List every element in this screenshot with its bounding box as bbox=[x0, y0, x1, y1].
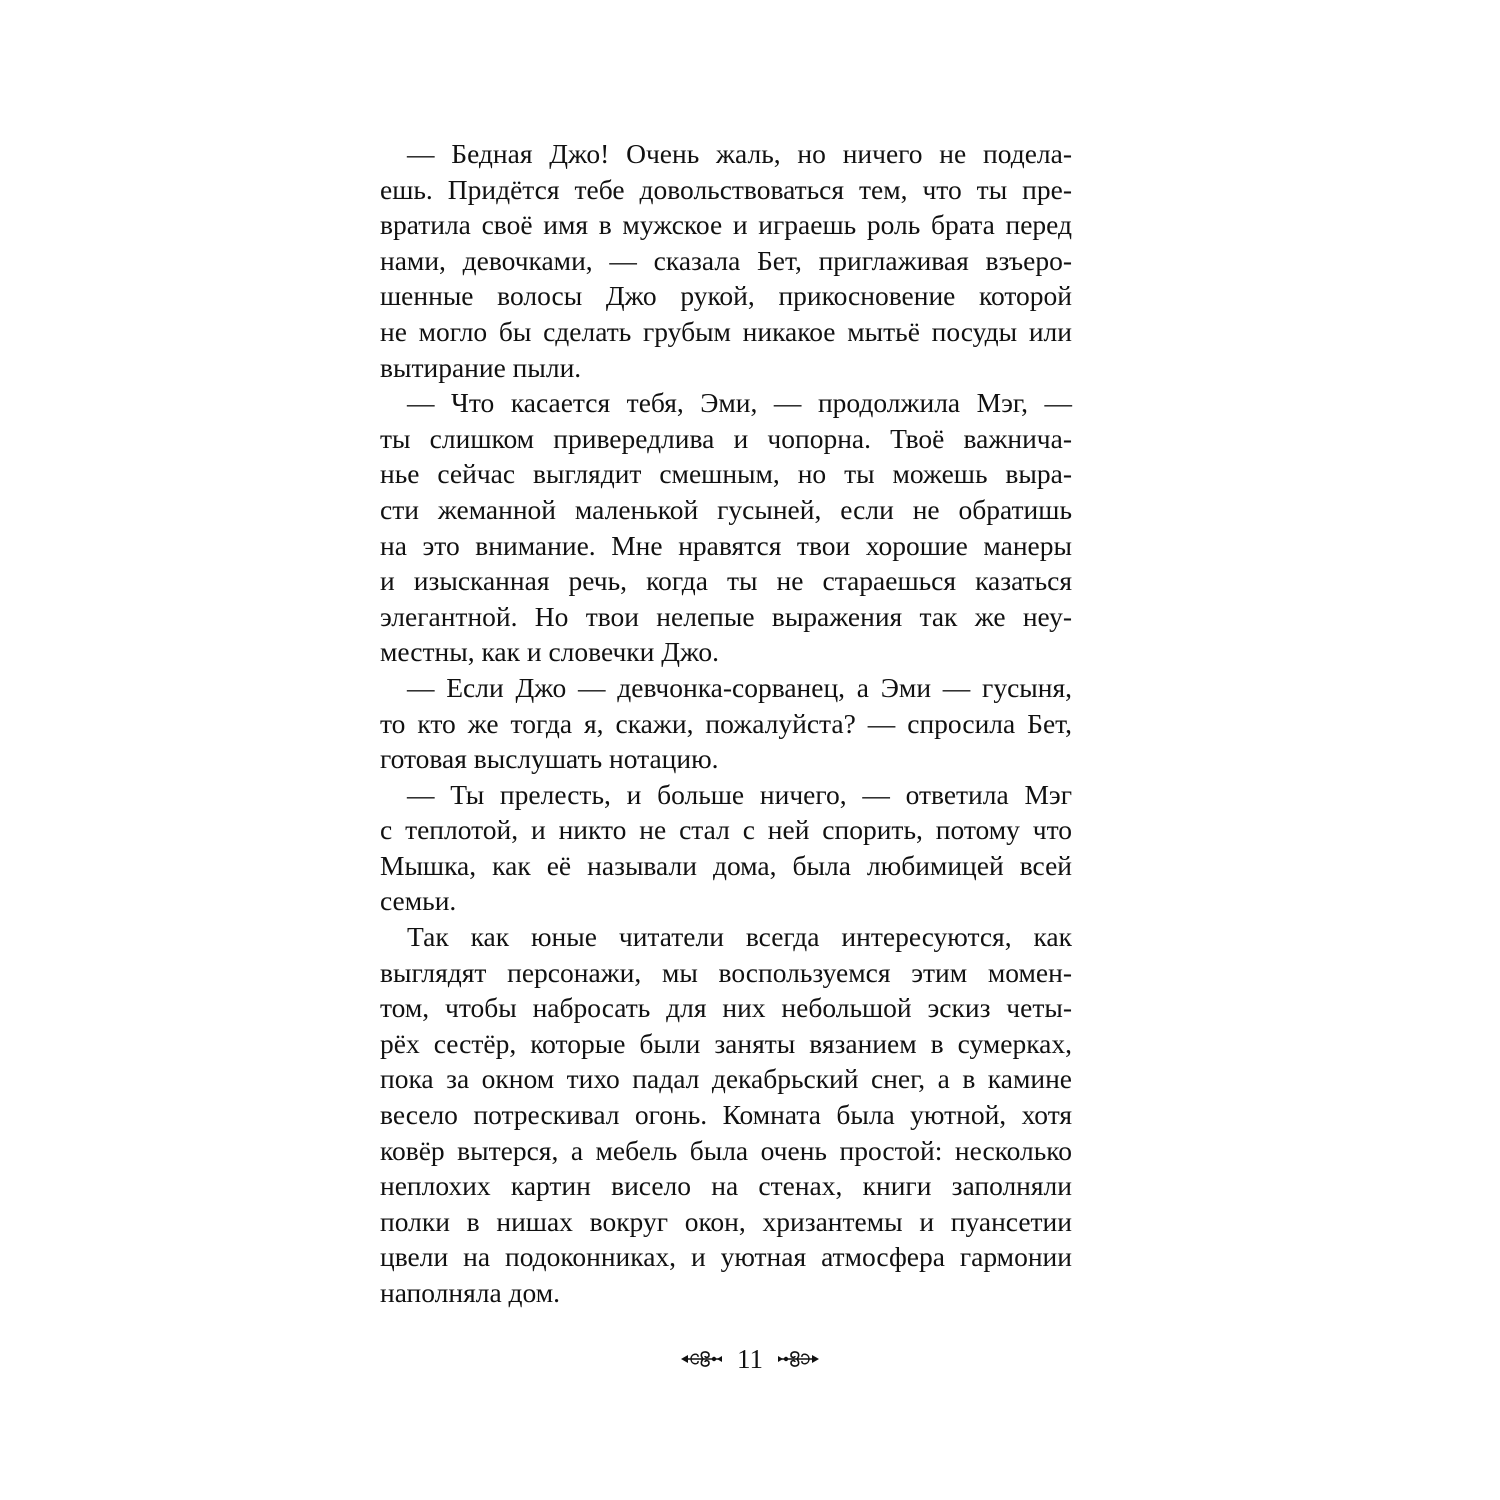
text-line: Мышка, как её называли дома, была любимицей всей bbox=[380, 849, 1072, 881]
text-line: нье сейчас выглядит смешным, но ты можешь выра- bbox=[380, 458, 1072, 490]
text-line: — Бедная Джо! Очень жаль, но ничего не подела- bbox=[407, 138, 1072, 169]
text-line: с теплотой, и никто не стал с ней спорить, потому что bbox=[380, 814, 1072, 846]
text-line: сти жеманной маленькой гусыней, если не обратишь bbox=[380, 493, 1072, 525]
text-line: нами, девочками, — сказала Бет, приглаживая взъеро- bbox=[380, 244, 1072, 276]
text-line: весело потрескивал огонь. Комната была уютной, хотя bbox=[380, 1099, 1072, 1131]
page-footer bbox=[0, 1344, 1500, 1374]
text-line: выглядят персонажи, мы воспользуемся этим момен- bbox=[380, 956, 1072, 988]
text-line: полки в нишах вокруг окон, хризантемы и пуансетии bbox=[380, 1205, 1072, 1237]
text-line: — Ты прелесть, и больше ничего, — ответила Мэг bbox=[407, 778, 1072, 810]
text-line: цвели на подоконниках, и уютная атмосфера гармонии bbox=[380, 1241, 1072, 1273]
text-line: Так как юные читатели всегда интересуются, как bbox=[407, 921, 1072, 953]
text-line: вратила своё имя в мужское и играешь роль брата перед bbox=[380, 209, 1072, 241]
text-line: элегантной. Но твои нелепые выражения так же неу- bbox=[380, 600, 1072, 632]
text-line: — Если Джо — девчонка-сорванец, а Эми — гусыня, bbox=[407, 671, 1072, 703]
text-line: том, чтобы набросать для них небольшой эскиз четы- bbox=[380, 992, 1072, 1024]
text-line: шенные волосы Джо рукой, прикосновение которой bbox=[380, 280, 1072, 312]
page-number: 11 bbox=[737, 1344, 763, 1374]
text-line: местны, как и словечки Джо. bbox=[380, 636, 719, 668]
text-line: неплохих картин висело на стенах, книги заполняли bbox=[380, 1170, 1072, 1202]
text-line: пока за окном тихо падал декабрьский снег, а в камине bbox=[380, 1063, 1072, 1095]
text-line: семьи. bbox=[380, 885, 457, 917]
text-line: не могло бы сделать грубым никакое мытьё посуды или bbox=[380, 315, 1072, 347]
text-line: на это внимание. Мне нравятся твои хорошие манеры bbox=[380, 529, 1072, 561]
text-line: наполняла дом. bbox=[380, 1277, 561, 1308]
text-line: то кто же тогда я, скажи, пожалуйста? — спросила Бет, bbox=[380, 707, 1072, 739]
text-line: рёх сестёр, которые были заняты вязанием в сумерках, bbox=[380, 1027, 1072, 1059]
text-line: ты слишком привередлива и чопорна. Твоё важнича- bbox=[380, 422, 1072, 454]
text-line: ковёр вытерся, а мебель была очень простой: несколько bbox=[380, 1134, 1072, 1166]
text-line: вытирание пыли. bbox=[380, 351, 582, 383]
text-line: ешь. Придётся тебе довольствоваться тем, что ты пре- bbox=[380, 173, 1072, 205]
fleuron-left-icon bbox=[679, 1348, 723, 1370]
text-line: — Что касается тебя, Эми, — продолжила Мэг, — bbox=[407, 387, 1072, 419]
fleuron-right-icon bbox=[777, 1348, 821, 1370]
text-line: и изысканная речь, когда ты не стараешься казаться bbox=[380, 565, 1072, 597]
book-page-text bbox=[380, 136, 1072, 1311]
text-line: готовая выслушать нотацию. bbox=[380, 743, 719, 775]
